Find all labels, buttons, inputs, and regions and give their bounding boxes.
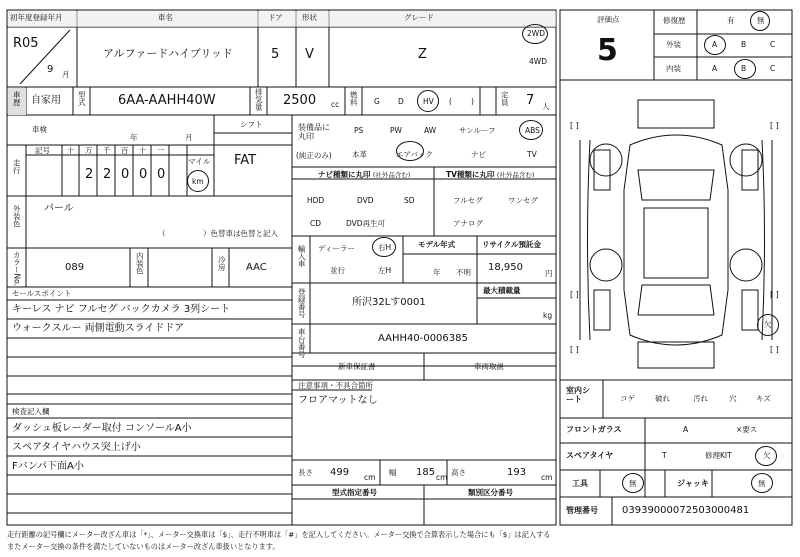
reg-month-unit: 月 — [62, 70, 70, 79]
mileage-unit-ichi: 一 — [157, 146, 165, 155]
interior-a: A — [712, 64, 718, 73]
inspection-note-1: ダッシュ板レーダー取付 コンソールA小 — [12, 423, 192, 434]
svg-text:[ ]: [ ] — [770, 345, 779, 354]
recycle-label: リサイクル預託金 — [482, 240, 541, 249]
drive-2wd: 2WD — [527, 29, 545, 38]
mileage-km-circle — [187, 170, 209, 192]
handle-left: 左H — [378, 266, 392, 275]
model-label: 型式 — [77, 91, 87, 106]
repair-option-yes: 有 — [727, 16, 735, 25]
fuel-open: ( — [449, 97, 452, 106]
manual: 車両取説 — [474, 362, 504, 371]
exterior-color-label: 外装色 — [12, 205, 22, 228]
repair-option-no: 無 — [757, 16, 765, 25]
room-sheet-koge: コゲ — [620, 394, 635, 403]
jack-circle — [751, 473, 773, 493]
equipment-tv: TV — [527, 150, 537, 159]
svg-text:[ ]: [ ] — [770, 290, 779, 299]
mileage-digit-5: 0 — [157, 167, 166, 182]
diagram-mark: 欠 — [764, 320, 772, 329]
height-unit: cm — [541, 473, 553, 482]
shape-label: 形状 — [302, 13, 317, 22]
reg-era: R05 — [13, 36, 39, 51]
equipment-label: 装備品に丸印 — [298, 123, 330, 141]
mileage-digit-2: 2 — [103, 167, 112, 182]
equipment-leather: 本革 — [352, 150, 367, 159]
sales-point-label: セールスポイント — [12, 289, 72, 298]
room-sheet-kizu: キズ — [756, 394, 771, 403]
fuel-hv-circle — [417, 90, 439, 112]
grade-label: グレード — [404, 13, 434, 22]
tv-oneseg: ワンセグ — [508, 196, 538, 205]
displacement: 2500 — [283, 93, 317, 108]
spare-tire-missing-circle — [755, 446, 777, 466]
navi-dvd-play: DVD再生可 — [346, 219, 386, 228]
tools-label: 工具 — [572, 479, 588, 488]
length-label: 長さ — [298, 468, 313, 477]
repair-no-circle — [750, 11, 770, 31]
room-sheet-yabure: 破れ — [655, 394, 670, 403]
navi-cd: CD — [310, 219, 322, 228]
footer-line-2: またメーター交換の条件を満たしていないものはメーター改ざん車扱いとなります。 — [7, 542, 280, 551]
inspection-note-3: Fバンパ下面A小 — [12, 461, 84, 472]
spare-tire-t: T — [662, 451, 667, 460]
fuel-label: 燃料 — [349, 91, 359, 106]
svg-text:[ ]: [ ] — [770, 121, 779, 130]
chassis: AAHH40-0006385 — [378, 333, 468, 344]
door-label: ドア — [268, 13, 283, 22]
spare-tire-kit: 修理KIT — [705, 451, 732, 460]
room-sheet-label: 室内シート — [566, 386, 590, 404]
notes-label: 注意事項・不具合箇所 — [298, 381, 373, 390]
shift-label: シフト — [240, 120, 263, 129]
drive-4wd: 4WD — [529, 57, 547, 66]
ac-label: 冷房 — [217, 256, 227, 271]
repair-history-label: 修復歴 — [663, 16, 686, 25]
import-label: 輸入車 — [297, 245, 307, 268]
height-label: 高さ — [451, 468, 466, 477]
doors: 5 — [271, 47, 280, 62]
mileage-digit-4: 0 — [139, 167, 148, 182]
equipment-abs: ABS — [525, 126, 540, 135]
navi-dvd: DVD — [357, 196, 374, 205]
sales-point-1: キーレス ナビ フルセグ バックカメラ 3列シート — [12, 304, 231, 315]
footer-line-1: 走行距離の記号欄にメーター改ざん車は「*」、メーター交換車は「$」、走行不明車は「#」を記入してください。メーター交換で合算表示した場合にも「$」は記入する — [7, 530, 551, 539]
interior-label: 内装 — [666, 64, 681, 73]
max-load-unit: kg — [543, 311, 553, 320]
equipment-abs-circle — [519, 120, 543, 140]
equipment-sunroof: サンルーフ — [459, 126, 496, 135]
windshield-label: フロントガラス — [566, 425, 622, 434]
dealer: ディーラー — [318, 244, 355, 253]
inspection-notes-label: 検査記入欄 — [12, 407, 50, 416]
exterior-a: A — [712, 40, 718, 49]
length: 499 — [330, 467, 350, 478]
grade-eval: 5 — [597, 33, 618, 68]
mileage-unit-mile: マイル — [188, 157, 211, 166]
new-warranty: 新車保証書 — [338, 362, 376, 371]
mileage-label: 走行 — [12, 159, 22, 174]
category-label: 車歴 — [12, 91, 22, 106]
handle-right: 右H — [378, 243, 392, 252]
chassis-label: 車台番号 — [297, 328, 307, 358]
svg-text:[ ]: [ ] — [570, 345, 579, 354]
width-unit: cm — [436, 473, 448, 482]
windshield-a: A — [683, 425, 689, 434]
capacity: 7 — [526, 93, 535, 108]
model-year-unit: 年 — [433, 268, 441, 277]
drive-2wd-circle — [522, 24, 548, 44]
equipment-aw: AW — [424, 126, 437, 135]
svg-text:[ ]: [ ] — [570, 121, 579, 130]
category: 自家用 — [31, 95, 61, 106]
shape: V — [305, 47, 314, 62]
interior-b-circle — [734, 59, 756, 79]
spare-tire-label: スペアタイヤ — [566, 451, 614, 460]
tv-fullseg: フルセグ — [453, 196, 483, 205]
recycle-value: 18,950 — [488, 262, 523, 273]
navi-label: ナビ種類に丸印 (社外品含む) — [318, 170, 411, 179]
navi-sub: (社外品含む) — [372, 171, 411, 179]
mileage-digit-3: 0 — [121, 167, 130, 182]
navi-hdd: HDD — [307, 196, 325, 205]
car-name: アルファードハイブリッド — [103, 47, 233, 60]
mgmt-label: 管理番号 — [566, 506, 598, 515]
displacement-label: 排気量 — [254, 88, 264, 111]
room-sheet-yogore: 汚れ — [693, 394, 708, 403]
car-name-label: 車名 — [158, 13, 173, 22]
interior-c: C — [770, 64, 776, 73]
capacity-label: 定員 — [500, 91, 510, 106]
mileage-unit-hyaku: 百 — [121, 146, 129, 155]
capacity-unit: 人 — [542, 102, 550, 111]
ac: AAC — [246, 262, 267, 273]
spare-tire-missing: 欠 — [763, 451, 771, 460]
equipment-pw: PW — [390, 126, 402, 135]
tools-value: 無 — [629, 479, 637, 488]
handle-right-circle — [372, 237, 396, 257]
notes: フロアマットなし — [298, 395, 378, 406]
model-year-unknown: 不明 — [456, 268, 471, 277]
inspection-year-unit: 年 — [130, 133, 138, 142]
svg-text:[ ]: [ ] — [570, 290, 579, 299]
color-no: 089 — [65, 262, 85, 273]
height: 193 — [507, 467, 527, 478]
fuel-close: ) — [471, 97, 474, 106]
room-sheet-ana: 穴 — [729, 394, 737, 403]
interior-color-label: 内装色 — [135, 252, 145, 275]
class-label: 類別区分番号 — [468, 488, 513, 497]
type-designation-label: 型式指定番号 — [332, 488, 377, 497]
equipment-sub: (純正のみ) — [296, 151, 332, 160]
model-year-label: モデル年式 — [418, 240, 456, 249]
reg-year-label: 初年度登録年月 — [10, 13, 63, 22]
displacement-unit: cc — [331, 100, 340, 109]
diagram-mark-circle — [757, 314, 779, 336]
mileage-unit-sym: 記号 — [35, 146, 50, 155]
grade-eval-label: 評価点 — [597, 15, 620, 24]
inspection-month-unit: 月 — [185, 133, 193, 142]
fuel-g: G — [374, 97, 380, 106]
grade: Z — [418, 47, 427, 62]
length-unit: cm — [364, 473, 376, 482]
fuel-hv: HV — [423, 97, 434, 106]
windshield-x: ×要ス — [736, 425, 758, 434]
mileage-km: km — [192, 177, 204, 186]
tv-label: TV種類に丸印 (社外品含む) — [446, 170, 535, 179]
inspection-note-2: スペアタイヤハウス突上げ小 — [12, 442, 141, 453]
width: 185 — [416, 467, 436, 478]
recycle-unit: 円 — [545, 269, 553, 278]
exterior-label: 外装 — [666, 40, 681, 49]
mgmt-no: 03939000072503000481 — [622, 505, 750, 516]
equipment-ps: PS — [354, 126, 364, 135]
mileage-unit-man: 万 — [85, 146, 93, 155]
plate: 所沢32Lす0001 — [352, 297, 426, 308]
tv-sub: (社外品含む) — [496, 171, 535, 179]
max-load-label: 最大積載量 — [483, 286, 521, 295]
jack-value: 無 — [758, 479, 766, 488]
exterior-c: C — [770, 40, 776, 49]
plate-label: 登録番号 — [297, 288, 307, 318]
color-change-note: （ ）色替車は色替と記入 — [158, 229, 278, 238]
equipment-airbag: エアバック — [396, 150, 433, 159]
navi-sd: SD — [404, 196, 415, 205]
exterior-a-circle — [704, 35, 726, 55]
inspection-label: 車検 — [32, 125, 47, 134]
car-diagram — [560, 80, 792, 380]
reg-month: 9 — [47, 64, 54, 75]
mileage-unit-juu: 十 — [139, 146, 147, 155]
model: 6AA-AAHH40W — [118, 93, 216, 108]
equipment-airbag-circle — [396, 141, 424, 161]
exterior-color: パール — [44, 203, 74, 214]
sales-point-2: ウォークスルー 両側電動スライドドア — [12, 323, 185, 334]
mileage-unit-10man: 十 — [67, 146, 75, 155]
equipment-navi: ナビ — [471, 150, 486, 159]
shift: FAT — [234, 153, 257, 168]
tools-circle — [622, 473, 644, 493]
color-no-label: カラーNo. — [12, 251, 22, 286]
width-label: 幅 — [389, 468, 397, 477]
tv-analog: アナログ — [453, 219, 483, 228]
fuel-d: D — [398, 97, 404, 106]
parallel: 並行 — [330, 266, 345, 275]
jack-label: ジャッキ — [677, 479, 709, 488]
mileage-digit-1: 2 — [85, 167, 94, 182]
mileage-unit-sen: 千 — [103, 146, 111, 155]
interior-b: B — [741, 64, 747, 73]
exterior-b: B — [741, 40, 747, 49]
